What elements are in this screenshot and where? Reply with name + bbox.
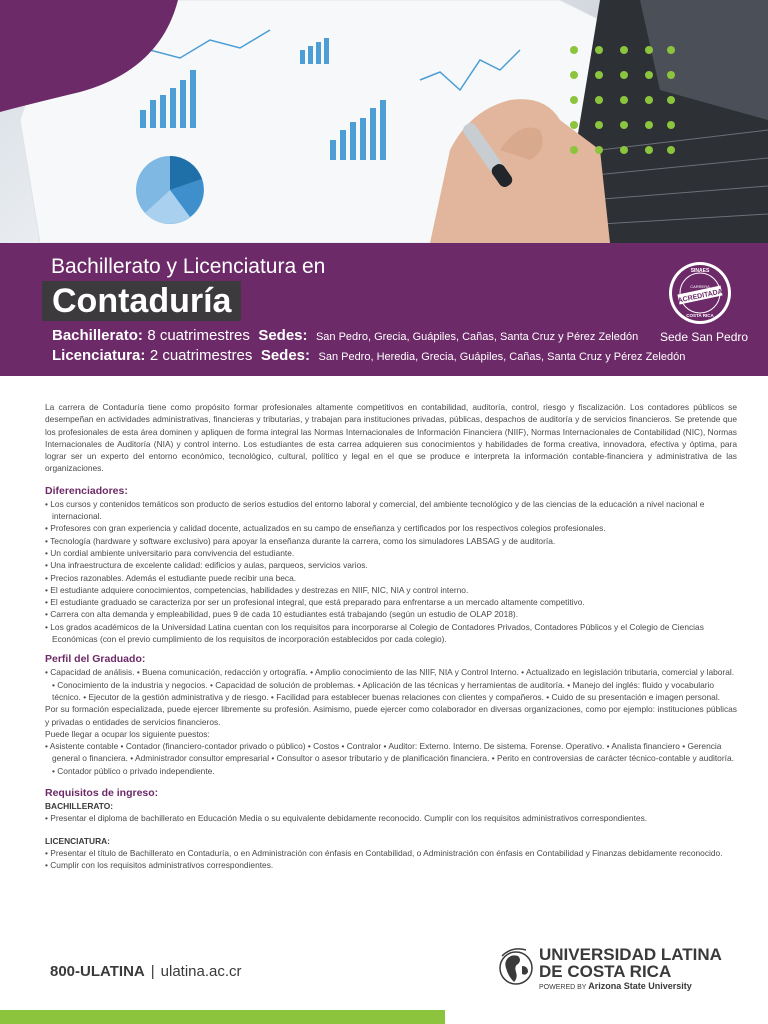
- green-accent-bar: [0, 1010, 445, 1024]
- seal-text-top: SINAES: [690, 268, 710, 274]
- seal-text-acreditada: ACREDITADA: [677, 288, 724, 305]
- program-description: [45, 401, 737, 872]
- list-item: • Los grados académicos de la Universidad Latina cuentan con los requisitos para incorporarse al Colegio de Contadores Privados, Contadores Públicos y el Colegio de Ciencias Económicas (con el previo cumplimiento de los requisitos de incorporación establecidos por cada colegio).: [45, 621, 704, 645]
- perfil-skills: • Capacidad de análisis. • Buena comunicación, redacción y ortografía. • Amplio conocimiento de las NIIF, NIA y Control Interno. • Actualizado en legislación tributaria, comercial y laboral. • Conocimiento de la industria y negocios. • Capacidad de solución de problemas. • Aplicación de las técnicas y herramientas de auditoría. • Manejo del inglés: fluido y vocabulario técnico. • Ejecutor de la gestión administrativa y de riesgo. • Facilidad para establecer buenas relaciones con clientes y compañeros. • Cuido de su presentación e imagen personal.: [45, 667, 735, 702]
- diferenciadores-title: Diferenciadores:: [45, 484, 128, 497]
- green-dots-pattern: [566, 42, 676, 182]
- sede-note: Sede San Pedro: [660, 330, 749, 344]
- bachillerato-line: [52, 327, 638, 345]
- intro-paragraph: La carrera de Contaduría tiene como propósito formar profesionales altamente competitivos en contabilidad, auditoría, control, riesgo y fiscalización. Los contadores públicos se desempeñan en actividades administrativas, financieras y tributarias, y trabajan para instituciones privadas, públicas, despachos de auditoría y de servicios financieros. Se pretende que los profesionales de esta área dominen y apliquen de forma integral las Normas Internacionales de Información Financiera (NIIF), Normas Internacionales de Contabilidad (NIC), Normas Internacionales de Auditoría (NIA) y control interno. Los estudiantes de esta carrea adquieren sus conocimientos y habilidades de forma creativa, innovadora, efectiva y óptima, para lograr ser un experto del entorno económico, tecnológico, cultural, político y legal en el que se produce e interpreta la información contable-financiera y administrativa de las organizaciones.: [45, 402, 737, 474]
- contact-line: [50, 963, 242, 980]
- website-link[interactable]: ulatina.ac.cr: [160, 963, 242, 980]
- list-item: • Cumplir con los requisitos administrativos correspondientes.: [45, 860, 274, 871]
- list-item: • Precios razonables. Además el estudiante puede recibir una beca.: [45, 572, 297, 583]
- list-item: • Presentar el título de Bachillerato en Contaduría, o en Administración con énfasis en Contabilidad, o Administración con énfasis en Contabilidad y Finanzas debidamente reconocido.: [45, 847, 723, 858]
- powered-by-label: POWERED BY: [539, 984, 587, 991]
- licenciatura-sedes-label: Sedes:: [260, 347, 311, 364]
- list-item: • Una infraestructura de excelente calidad: edificios y aulas, parqueos, servicios varios.: [45, 560, 368, 571]
- phone-number[interactable]: 800-ULATINA: [50, 963, 145, 980]
- requisitos-bachillerato-title: BACHILLERATO:: [45, 801, 114, 812]
- licenciatura-sedes: San Pedro, Heredia, Grecia, Guápiles, Cañas, Santa Cruz y Pérez Zeledón: [318, 351, 686, 363]
- requisitos-licenciatura-title: LICENCIATURA:: [45, 835, 110, 846]
- seal-text-carrera: CARRERA: [690, 284, 710, 289]
- requisitos-title: Requisitos de ingreso:: [45, 787, 159, 800]
- asu-name: Arizona State University: [588, 981, 692, 991]
- bachillerato-sedes-label: Sedes:: [258, 327, 308, 344]
- hero-image: [0, 0, 768, 243]
- list-item: • Un cordial ambiente universitario para convivencia del estudiante.: [45, 547, 295, 558]
- licenciatura-duration: 2 cuatrimestres: [149, 347, 253, 364]
- bachillerato-sedes: San Pedro, Grecia, Guápiles, Cañas, Santa Cruz y Pérez Zeledón: [315, 331, 639, 343]
- program-title-box: [42, 281, 241, 321]
- perfil-positions-intro: Puede llegar a ocupar los siguiente puestos:: [45, 728, 210, 739]
- list-item: • Profesores con gran experiencia y calidad docente, actualizados en su campo de enseñanza y certificados por los respectivos colegios profesionales.: [45, 523, 606, 534]
- list-item: • El estudiante graduado se caracteriza por ser un profesional integral, que está preparado para enfrentarse a un mercado altamente competitivo.: [45, 597, 585, 608]
- program-title: Contaduría: [52, 282, 232, 320]
- licenciatura-line: [52, 347, 685, 365]
- program-subtitle: Bachillerato y Licenciatura en: [51, 255, 326, 278]
- list-item: • Carrera con alta demanda y empleabilidad, pues 9 de cada 10 estudiantes está trabajando (según un estudio de OLAP 2018).: [45, 609, 519, 620]
- perfil-work: Por su formación especializada, puede ejercer libremente su profesión. Asimismo, puede ejercer como colaborador en diversas organizaciones, como por ejemplo: instituciones públicas y privadas o entidades de servicios financieros.: [45, 704, 737, 727]
- powered-by-line: [539, 981, 692, 991]
- university-logo: [498, 944, 728, 996]
- perfil-positions: • Asistente contable • Contador (financiero-contador privado o público) • Costos • Contralor • Auditor: Externo. Interno. De sistema. Forense. Operativo. • Analista financiero • Gerencia general o financiera. • Administrador consultor empresarial • Consultor o asesor tributario y de planificación financiera. • Perito en controversias de carácter técnico-contable y auditoría. • Contador público o privado independiente.: [45, 741, 734, 776]
- list-item: • Tecnología (hardware y software exclusivo) para apoyar la enseñanza durante la carrera, como los simuladores LABSAG y de auditoría.: [45, 535, 556, 546]
- globe-icon: [498, 946, 534, 986]
- accreditation-seal-icon: [668, 261, 732, 325]
- list-item: • El estudiante adquiere conocimientos, competencias, habilidades y destrezas en NIIF, NIC, NIA y control interno.: [45, 584, 469, 595]
- perfil-title: Perfil del Graduado:: [45, 653, 146, 666]
- seal-text-bottom: COSTA RICA: [686, 313, 714, 318]
- licenciatura-label: Licenciatura:: [52, 347, 146, 364]
- list-item: • Los cursos y contenidos temáticos son producto de serios estudios del entorno laboral y comercial, del ambiente tecnológico y de las ciencias de la educación a nivel nacional e internacional.: [45, 498, 705, 522]
- bachillerato-duration: 8 cuatrimestres: [147, 327, 250, 344]
- bachillerato-label: Bachillerato:: [52, 327, 143, 344]
- university-name-line1: UNIVERSIDAD LATINA: [539, 945, 722, 964]
- program-header: [0, 243, 768, 376]
- separator: |: [150, 963, 155, 980]
- list-item: • Presentar el diploma de bachillerato en Educación Media o su equivalente debidamente reconocido. Cumplir con los requisitos administrativos correspondientes.: [45, 813, 648, 824]
- university-name-line2: DE COSTA RICA: [539, 962, 672, 981]
